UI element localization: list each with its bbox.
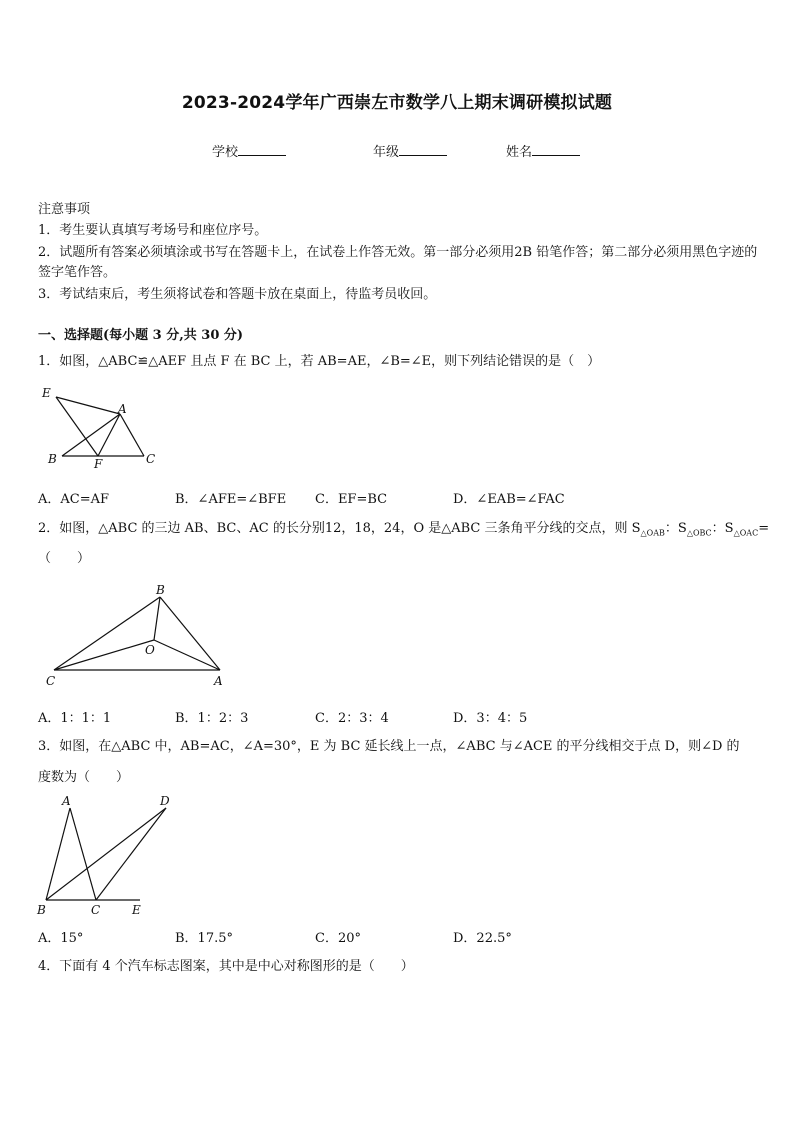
grade-label: 年级: [373, 145, 400, 160]
label-E: E: [42, 386, 51, 400]
label-E: E: [132, 903, 141, 917]
q2-stem-line2: （ ）: [38, 551, 91, 566]
name-blank[interactable]: [532, 143, 580, 156]
label-F: F: [94, 457, 103, 471]
label-A: A: [214, 674, 223, 688]
name-field[interactable]: [506, 141, 580, 160]
q2-sub-obc: △OBC: [686, 528, 712, 538]
section-heading: 一、选择题(每小题 3 分,共 30 分): [38, 328, 244, 343]
q3-option-d[interactable]: D．22.5°: [453, 931, 512, 946]
q2-stem-end: =: [758, 521, 770, 536]
q2-sub-oab: △OAB: [640, 528, 665, 538]
question-4-stem: 4．下面有 4 个汽车标志图案，其中是中心对称图形的是（ ）: [38, 959, 414, 974]
school-label: 学校: [212, 145, 239, 160]
name-label: 姓名: [506, 145, 533, 160]
school-field[interactable]: [212, 141, 286, 160]
note-item: 2．试题所有答案必须填涂或书写在答题卡上，在试卷上作答无效。第一部分必须用2B 铅笔作答；第二部分必须用黑色字迹的签字笔作答。: [38, 245, 758, 280]
label-C: C: [91, 903, 101, 917]
q3-option-c[interactable]: C．20°: [315, 931, 361, 946]
label-A: A: [118, 402, 127, 416]
question-2-figure: [40, 582, 240, 690]
q1-option-a[interactable]: A．AC=AF: [38, 492, 110, 507]
notes-heading: 注意事项: [38, 202, 91, 217]
question-2-stem: [38, 519, 768, 544]
question-1-stem: 1．如图，△ABC≌△AEF 且点 F 在 BC 上，若 AB=AE，∠B=∠E，则下列结论错误的是（ ）: [38, 354, 601, 369]
question-3-stem-line2: 度数为（ ）: [38, 770, 130, 785]
question-1-figure: [36, 382, 166, 472]
q2-option-d[interactable]: D．3：4：5: [453, 711, 528, 726]
label-C: C: [146, 452, 156, 466]
q1-option-b[interactable]: B．∠AFE=∠BFE: [175, 492, 287, 507]
grade-field[interactable]: [373, 141, 447, 160]
question-3-stem-line1: 3．如图，在△ABC 中，AB=AC，∠A=30°，E 为 BC 延长线上一点，∠ABC 与∠ACE 的平分线相交于点 D，则∠D 的: [38, 739, 740, 754]
question-3-figure: [34, 792, 184, 922]
label-B: B: [37, 903, 46, 917]
note-item: 3．考试结束后，考生须将试卷和答题卡放在桌面上，待监考员收回。: [38, 287, 437, 302]
grade-blank[interactable]: [399, 143, 447, 156]
note-item: 1．考生要认真填写考场号和座位序号。: [38, 223, 268, 238]
q2-option-c[interactable]: C．2：3：4: [315, 711, 389, 726]
label-C: C: [46, 674, 56, 688]
label-B: B: [156, 583, 165, 597]
q3-option-a[interactable]: A．15°: [38, 931, 84, 946]
q2-option-b[interactable]: B．1：2：3: [175, 711, 249, 726]
q3-option-b[interactable]: B．17.5°: [175, 931, 233, 946]
school-blank[interactable]: [238, 143, 286, 156]
label-B: B: [48, 452, 57, 466]
label-A: A: [62, 794, 71, 808]
q2-option-a[interactable]: A．1：1：1: [38, 711, 112, 726]
q2-sep: ：S: [664, 521, 687, 536]
label-O: O: [145, 643, 155, 657]
q2-sep: ：S: [711, 521, 734, 536]
q1-option-c[interactable]: C．EF=BC: [315, 492, 388, 507]
label-D: D: [160, 794, 170, 808]
q2-stem-main: 2．如图，△ABC 的三边 AB、BC、AC 的长分别12，18，24，O 是△ABC 三条角平分线的交点，则 S: [38, 521, 641, 536]
q2-sub-oac: △OAC: [733, 528, 759, 538]
q1-option-d[interactable]: D．∠EAB=∠FAC: [453, 492, 565, 507]
page-title: 2023-2024学年广西崇左市数学八上期末调研模拟试题: [181, 93, 613, 113]
